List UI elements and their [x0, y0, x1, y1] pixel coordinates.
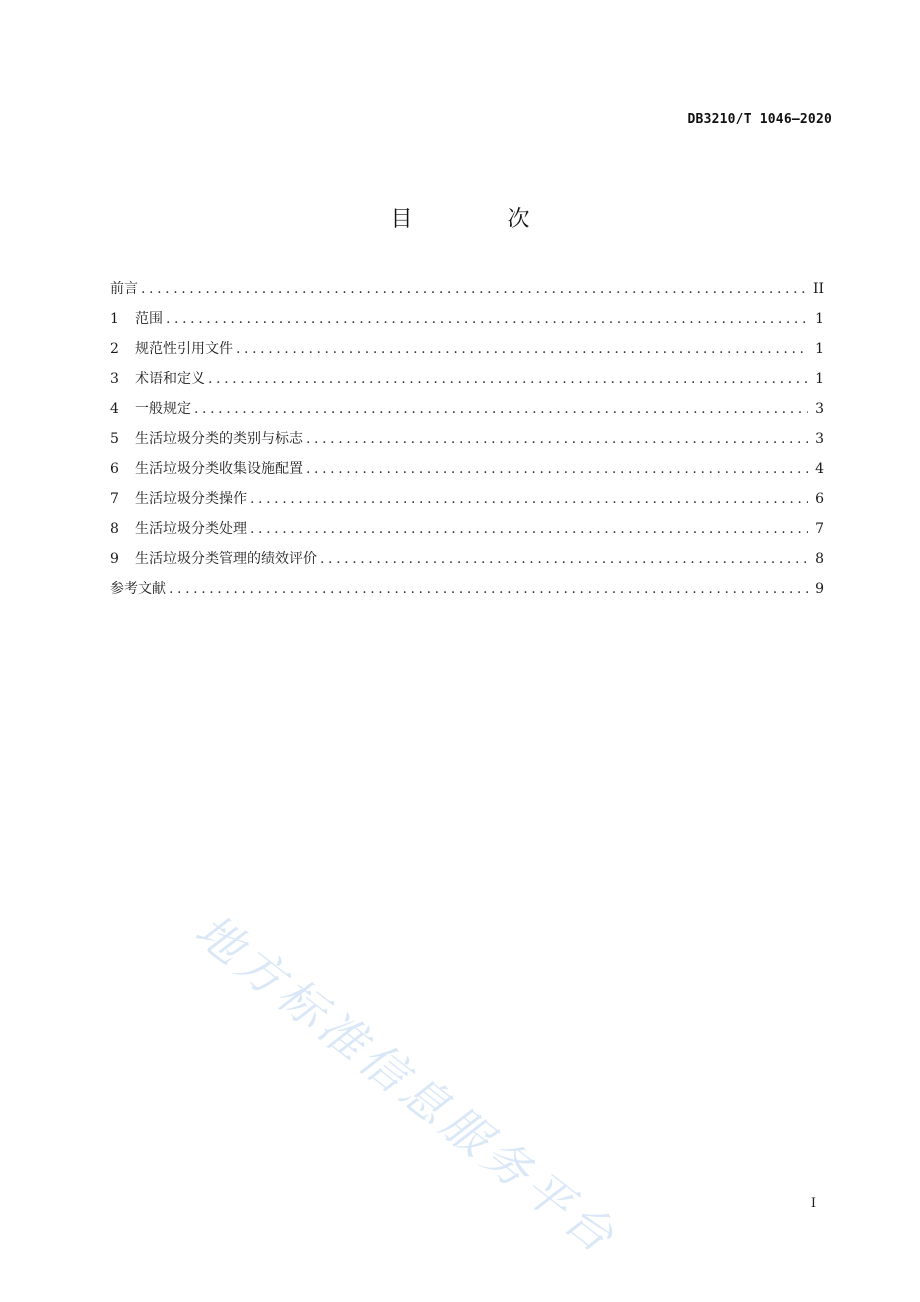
toc-leader-dots [306, 428, 808, 450]
toc-leader-dots [194, 398, 808, 420]
toc-entry-label: 生活垃圾分类操作 [135, 491, 247, 507]
toc-entry-categories-signs[interactable] [110, 428, 824, 458]
toc-entry-label: 生活垃圾分类的类别与标志 [135, 431, 303, 447]
toc-leader-dots [250, 518, 808, 540]
toc-leader-dots [166, 308, 808, 330]
toc-entry-label: 一般规定 [135, 401, 191, 417]
toc-entry-number: 4 [110, 401, 119, 417]
toc-leader-dots [208, 368, 808, 390]
toc-entry-performance-evaluation[interactable] [110, 548, 824, 578]
toc-entry-normative-references[interactable] [110, 338, 824, 368]
toc-leader-dots [250, 488, 808, 510]
standard-number: DB3210/T 1046—2020 [687, 112, 832, 127]
toc-entry-page: 3 [815, 401, 824, 417]
toc-entry-general-provisions[interactable] [110, 398, 824, 428]
toc-entry-number: 7 [110, 491, 119, 507]
toc-entry-collection-facilities[interactable] [110, 458, 824, 488]
toc-entry-label: 规范性引用文件 [135, 341, 233, 357]
toc-entry-page: 9 [815, 581, 824, 597]
toc-entry-sorting-treatment[interactable] [110, 518, 824, 548]
toc-entry-label: 前言 [110, 281, 138, 297]
toc-entry-terms-definitions[interactable] [110, 368, 824, 398]
toc-entry-page: 1 [815, 371, 824, 387]
toc-entry-number: 1 [110, 311, 119, 327]
toc-entry-page: 1 [815, 311, 824, 327]
watermark: 地方标准信息服务平台 [185, 903, 629, 1266]
toc-entry-label: 参考文献 [110, 581, 166, 597]
toc-entry-label: 术语和定义 [135, 371, 205, 387]
toc-entry-label: 生活垃圾分类收集设施配置 [135, 461, 303, 477]
toc-leader-dots [320, 548, 808, 570]
toc-entry-page: II [812, 281, 824, 297]
toc-leader-dots [169, 578, 808, 600]
toc-entry-number: 2 [110, 341, 119, 357]
toc-entry-bibliography[interactable] [110, 578, 824, 608]
toc-entry-number: 5 [110, 431, 119, 447]
toc-entry-page: 8 [815, 551, 824, 567]
toc-entry-label: 生活垃圾分类处理 [135, 521, 247, 537]
toc-entry-label: 生活垃圾分类管理的绩效评价 [135, 551, 317, 567]
toc-leader-dots [141, 278, 807, 300]
toc-leader-dots [306, 458, 808, 480]
toc-entry-foreword[interactable] [110, 278, 824, 308]
toc-entry-page: 3 [815, 431, 824, 447]
toc-entry-label: 范围 [135, 311, 163, 327]
toc-leader-dots [236, 338, 808, 360]
toc-entry-page: 7 [815, 521, 824, 537]
page-number: I [810, 1196, 816, 1211]
toc-entry-page: 6 [815, 491, 824, 507]
toc-entry-number: 8 [110, 521, 119, 537]
toc-entry-number: 9 [110, 551, 119, 567]
toc-entry-page: 4 [815, 461, 824, 477]
toc-entry-number: 3 [110, 371, 119, 387]
toc-entry-number: 6 [110, 461, 119, 477]
page-title: 目 次 [390, 207, 574, 232]
toc-entry-page: 1 [815, 341, 824, 357]
toc-entry-sorting-operation[interactable] [110, 488, 824, 518]
table-of-contents [110, 278, 824, 608]
toc-entry-scope[interactable] [110, 308, 824, 338]
